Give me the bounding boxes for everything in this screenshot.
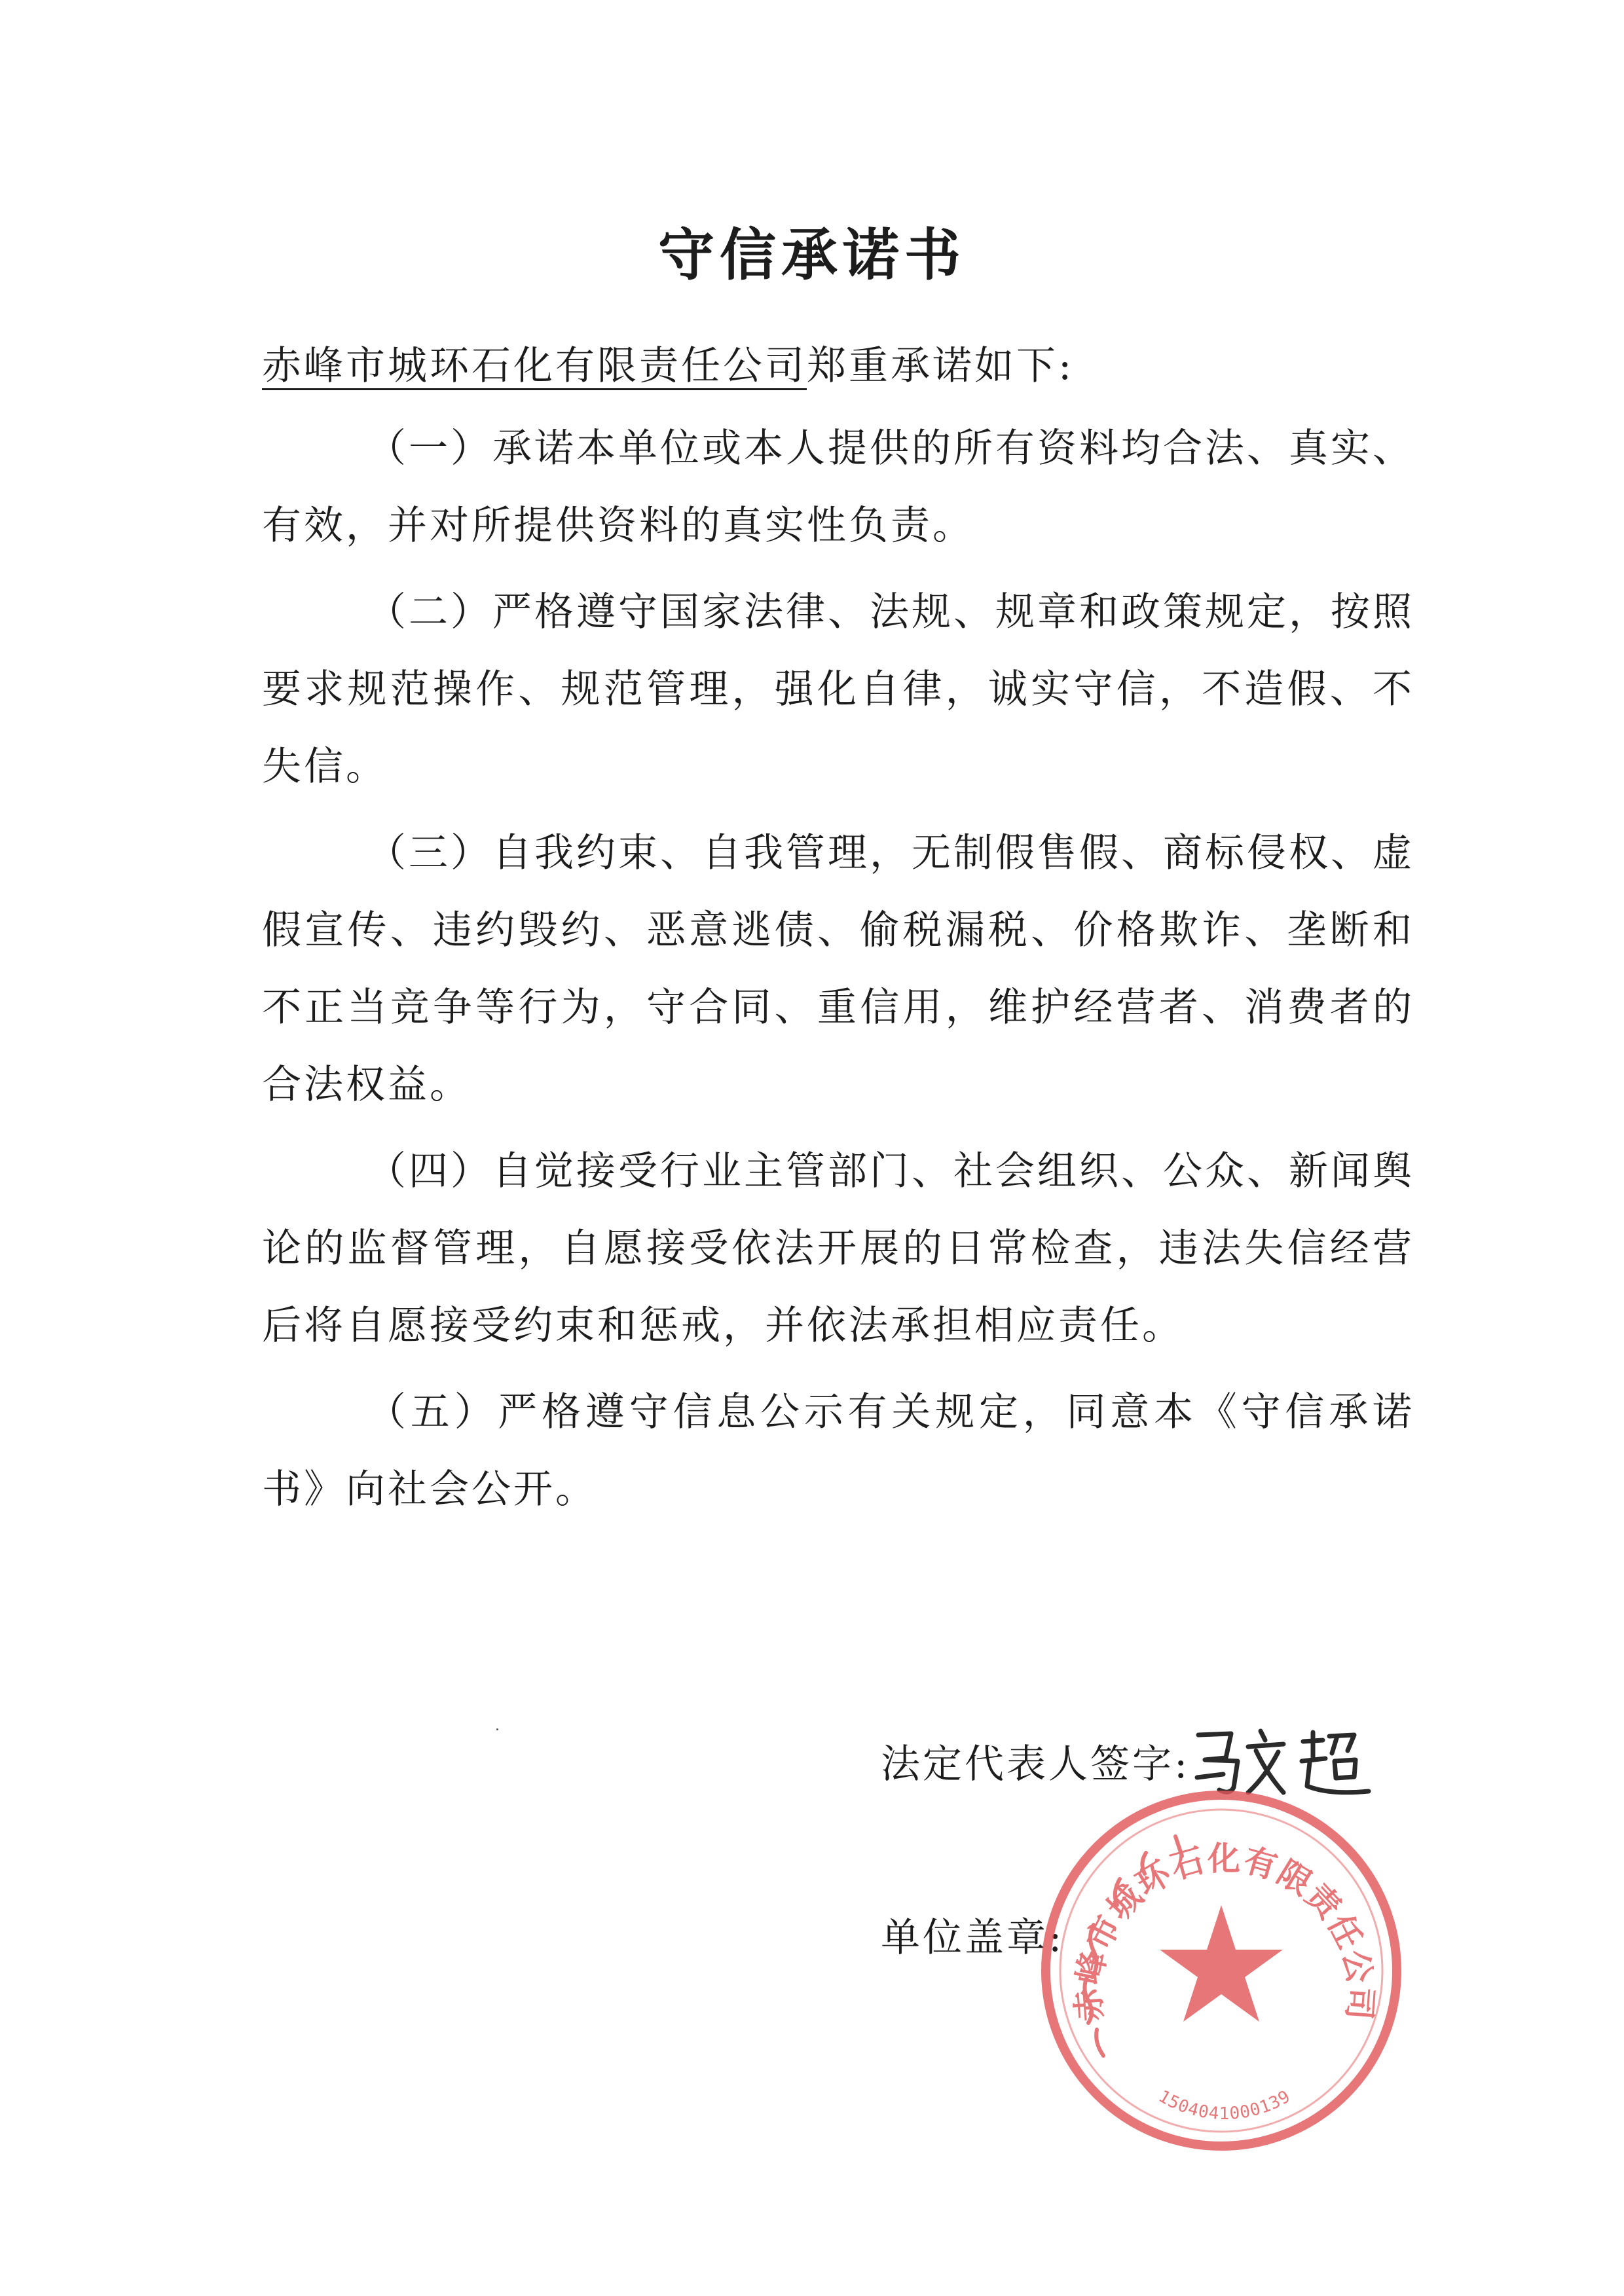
- clause-3: （三）自我约束、自我管理，无制假售假、商标侵权、虚假宣传、违约毁约、恶意逃债、偷税漏税、价格欺诈、垄断和不正当竞争等行为，守合同、重信用，维护经营者、消费者的合法权益。: [262, 830, 1414, 1108]
- intro-paragraph: [262, 327, 1414, 405]
- seal-number: 1504041000139: [1154, 2086, 1295, 2124]
- clause-2: （二）严格遵守国家法律、法规、规章和政策规定，按照要求规范操作、规范管理，强化自律，诚实守信，不造假、不失信。: [262, 589, 1414, 790]
- clause-5: （五）严格遵守信息公示有关规定，同意本《守信承诺书》向社会公开。: [262, 1389, 1414, 1512]
- star-icon: [1160, 1905, 1283, 2022]
- document-title: 守信承诺书: [658, 222, 966, 288]
- seal-text: 赤峰市城环石化有限责任公司: [1069, 1840, 1380, 2023]
- document-body: [262, 327, 1414, 1537]
- clause-1: （一）承诺本单位或本人提供的所有资料均合法、真实、有效，并对所提供资料的真实性负责。: [262, 426, 1414, 549]
- legal-rep-signature-label: 法定代表人签字:: [881, 1741, 1190, 1787]
- clause-4: （四）自觉接受行业主管部门、社会组织、公众、新闻舆论的监督管理，自愿接受依法开展的日常检查，违法失信经营后将自愿接受约束和惩戒，并依法承担相应责任。: [262, 1148, 1414, 1349]
- company-seal: [1031, 1781, 1411, 2160]
- scan-speck: [496, 1728, 498, 1730]
- company-name: 赤峰市城环石化有限责任公司: [262, 343, 807, 389]
- svg-text:1504041000139: [1155, 2086, 1294, 2124]
- company-seal-label: 单位盖章:: [881, 1915, 1065, 1961]
- intro-text: 郑重承诺如下:: [807, 343, 1075, 389]
